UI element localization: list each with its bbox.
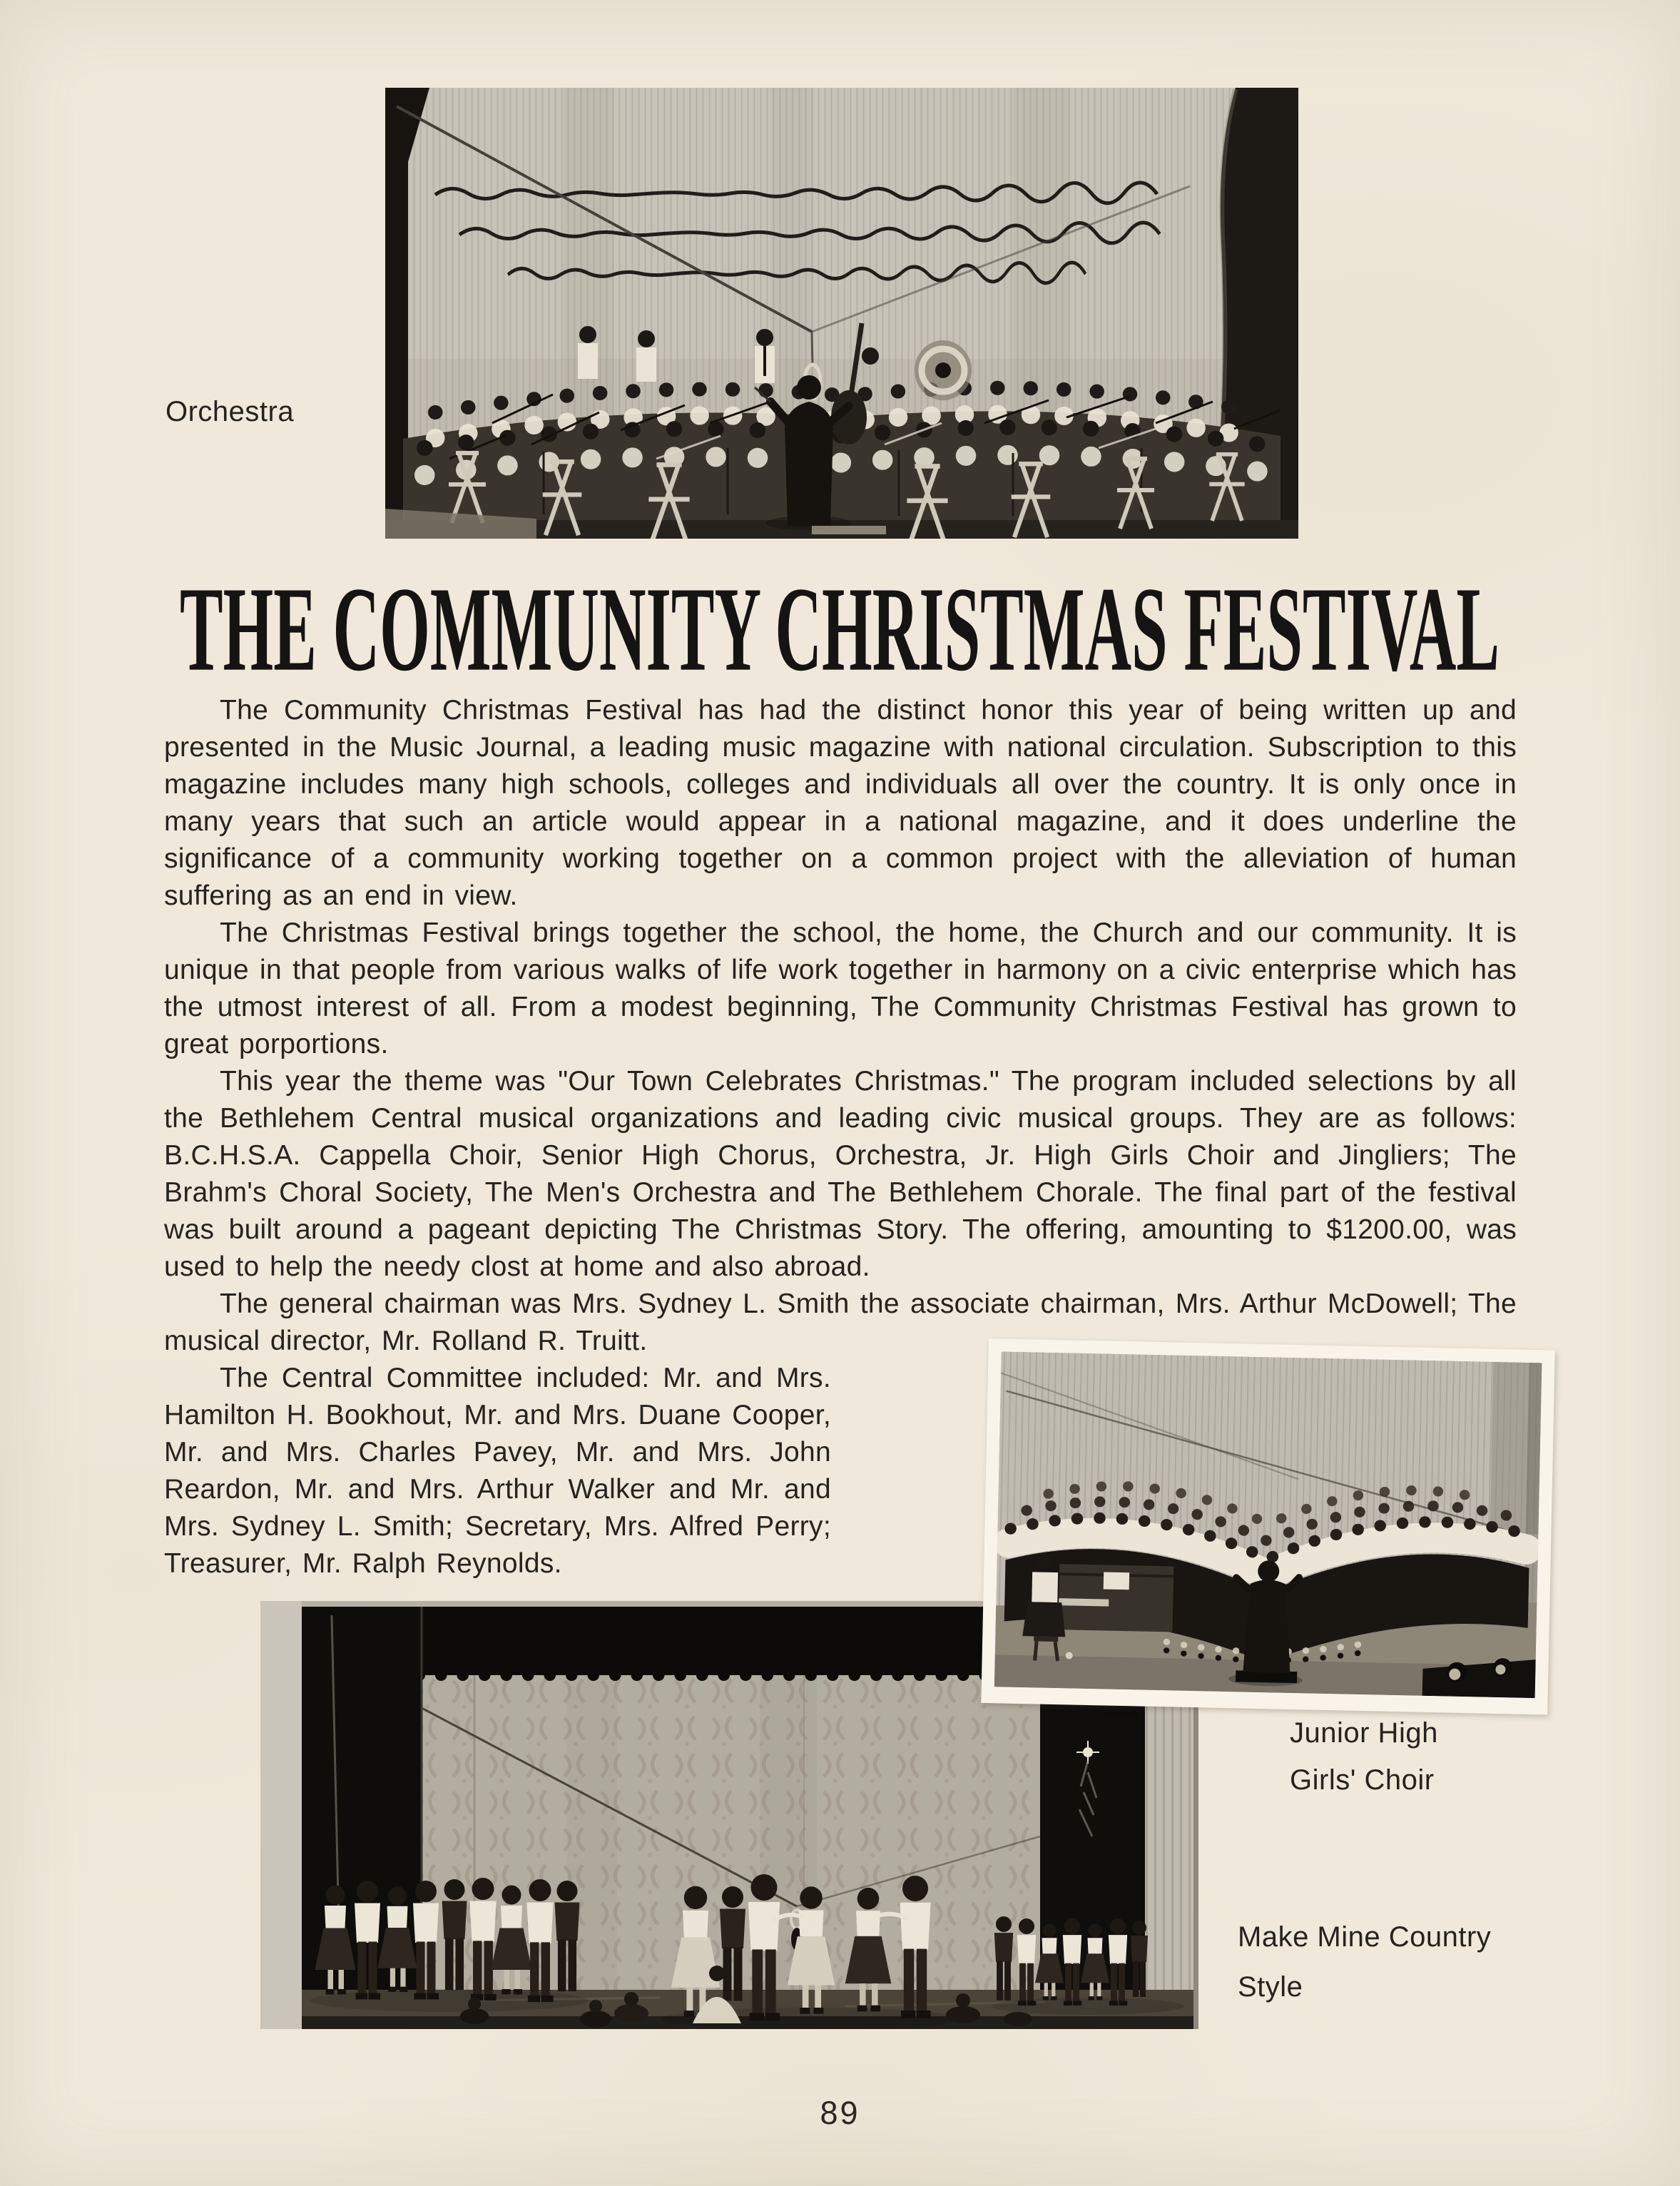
choir-caption-line1: Junior High (1290, 1717, 1438, 1749)
tuba (915, 340, 972, 400)
paragraph: The Central Committee included: Mr. and Mrs. Hamilton H. Bookhout, Mr. and Mrs. Duane Cooper, Mr. and Mrs. Charles Pavey, Mr. and Mrs. John Reardon, Mr. and Mrs. Arthur Walker and Mr. and Mrs. Sydney L. Smith; Secretary, Mrs. Alfred Perry; Treasurer, Mr. Ralph Reynolds. (164, 1363, 831, 1579)
choir-caption-line2: Girls' Choir (1290, 1764, 1435, 1796)
country-caption-line2: Style (1238, 1971, 1303, 2003)
country-style-caption (1238, 1912, 1491, 2012)
orchestra-photo (385, 88, 1298, 539)
choir-caption (1290, 1709, 1438, 1804)
page-title-text: THE COMMUNITY CHRISTMAS FESTIVAL (180, 561, 1500, 681)
paragraph: This year the theme was "Our Town Celebrates Christmas." The program included selections by all the Bethlehem Central musical organizations and leading civic musical groups. They are as follows: B.C.H.S.A. Cappella Choir, Senior High Chorus, Orchestra, Jr. High Girls Choir and Jingliers; The Brahm's Choral Society, The Men's Orchestra and The Bethlehem Chorale. The final part of the festival was built around a pageant depicting The Christmas Story. The offering, amounting to $1200.00, was used to help the needy clost at home and also abroad. (164, 1066, 1517, 1282)
orchestra-caption: Orchestra (166, 396, 295, 427)
country-caption-line1: Make Mine Country (1238, 1921, 1492, 1953)
page-number: 89 (820, 2095, 860, 2131)
orchestra-photo-scene (385, 88, 1298, 539)
paragraph: The general chairman was Mrs. Sydney L. Smith the associate chairman, Mrs. Arthur McDowell; The musical director, Mr. Rolland R. Truitt. (164, 1288, 1517, 1356)
paragraph: The Christmas Festival brings together the school, the home, the Church and our community. It is unique in that people from various walks of life work together in harmony on a civic enterprise which has the utmost interest of all. From a modest beginning, The Community Christmas Festival has grown to great porportions. (164, 917, 1517, 1059)
page-title (175, 556, 1504, 681)
paragraph: The Community Christmas Festival has had the distinct honor this year of being written up and presented in the Music Journal, a leading music magazine with national circulation. Subscription to this magazine includes many high schools, colleges and individuals all over the country. It is only once in many years that such an article would appear in a national magazine, and it does underline the significance of a community working together on a common project with the alleviation of human suffering as an end in view. (164, 695, 1517, 911)
scan-edge (260, 1601, 302, 2029)
article-body (164, 692, 1517, 1582)
